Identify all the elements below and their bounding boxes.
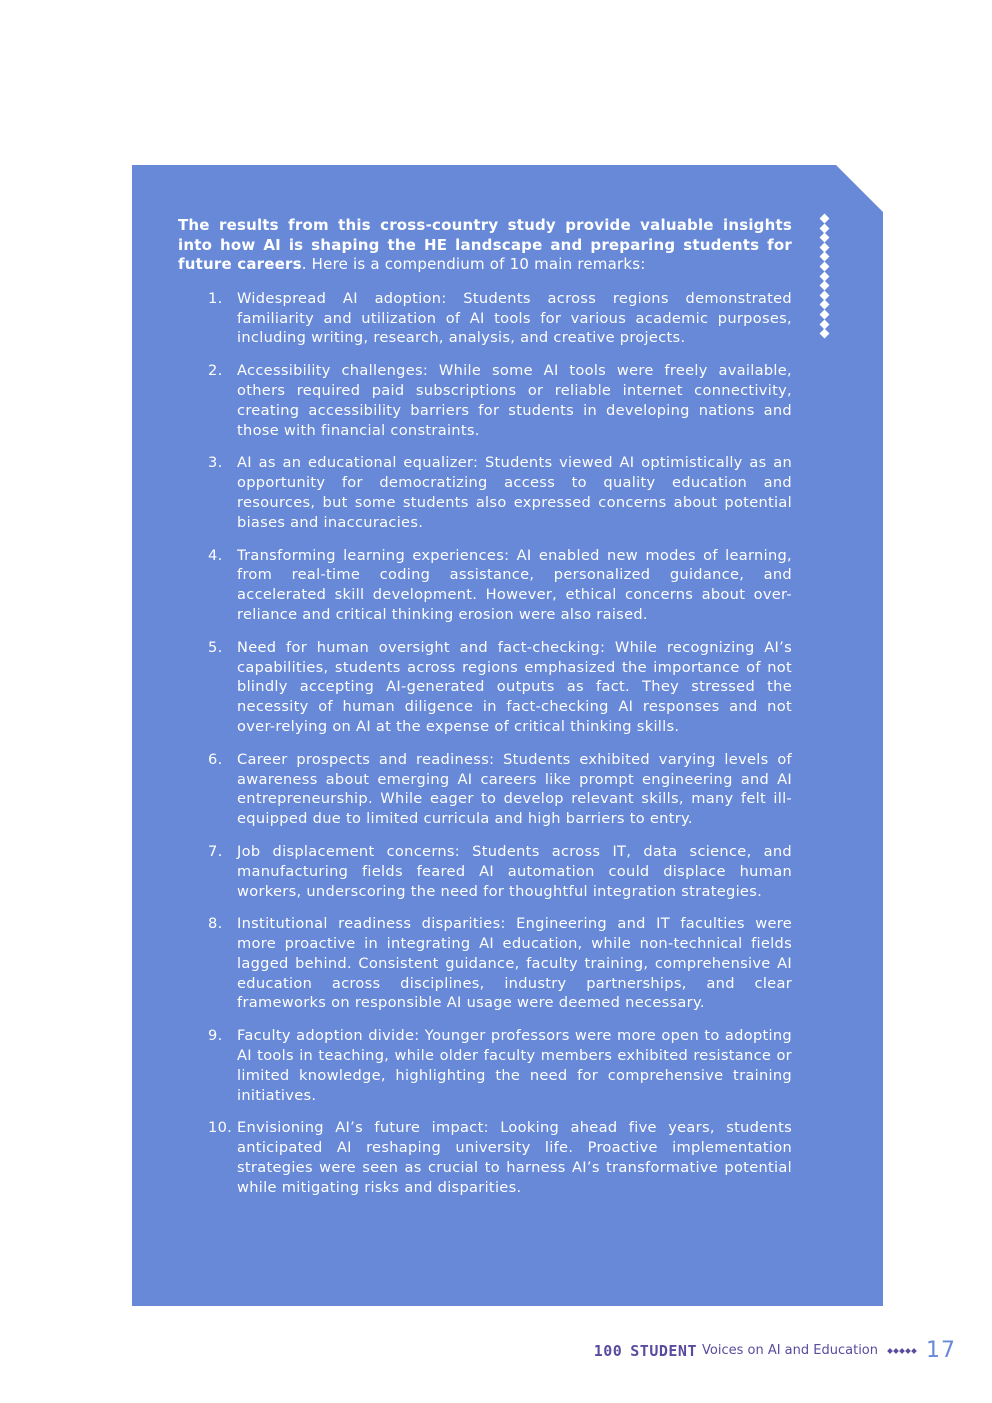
- footer-brand-word: STUDENT: [630, 1341, 697, 1360]
- item-number: 4.: [208, 546, 223, 564]
- item-number: 1.: [208, 289, 223, 307]
- item-text: Need for human oversight and fact-checking: While recognizing AI’s capabilities, students across regions emphasized the importance of not blindly accepting AI-generated outputs as fact. They stressed the necessity of human diligence in fact-checking AI responses and not over-relying on AI at the expense of critical thinking skills.: [237, 638, 792, 735]
- list-item: [178, 546, 792, 625]
- item-number: 2.: [208, 362, 223, 380]
- item-text: Institutional readiness disparities: Engineering and IT faculties were more proactive in integrating AI education, while non-technical fields lagged behind. Consistent guidance, faculty training, comprehensive AI education across disciplines, industry partnerships, and clear frameworks on responsible AI usage were deemed necessary.: [237, 915, 792, 1012]
- footer-dots: [888, 1349, 916, 1353]
- list-item: [178, 842, 792, 901]
- list-item: [178, 361, 792, 440]
- list-item: [178, 638, 792, 737]
- list-item: [178, 453, 792, 532]
- page-footer: [594, 1338, 956, 1363]
- list-item: [178, 1026, 792, 1105]
- footer-brand-number: 100: [593, 1341, 623, 1360]
- item-number: 8.: [208, 915, 223, 933]
- content: [178, 216, 792, 1211]
- item-number: 7.: [208, 842, 223, 860]
- remarks-list: [178, 289, 792, 1198]
- list-item: [178, 1118, 792, 1197]
- list-item: [178, 289, 792, 348]
- footer-brand-tagline: Voices on AI and Education: [702, 1343, 878, 1358]
- intro-paragraph: [178, 216, 792, 275]
- item-number: 10.: [208, 1119, 233, 1137]
- item-number: 9.: [208, 1027, 223, 1045]
- list-item: [178, 914, 792, 1013]
- item-text: Widespread AI adoption: Students across regions demonstrated familiarity and utilization of AI tools for various academic purposes, including writing, research, analysis, and creative projects.: [237, 289, 792, 347]
- item-text: AI as an educational equalizer: Students viewed AI optimistically as an opportunity for democratizing access to quality education and resources, but some students also expressed concerns about potential biases and inaccuracies.: [237, 454, 792, 531]
- intro-bold: The results from this cross-country study provide valuable insights into how AI is shaping the HE landscape and preparing students for future careers: [178, 216, 792, 274]
- decorative-dots: [820, 215, 830, 337]
- intro-rest: . Here is a compendium of 10 main remarks:: [301, 255, 646, 274]
- item-number: 5.: [208, 638, 223, 656]
- item-text: Faculty adoption divide: Younger professors were more open to adopting AI tools in teaching, while older faculty members exhibited resistance or limited knowledge, highlighting the need for comprehensive training initiatives.: [237, 1027, 792, 1104]
- item-text: Transforming learning experiences: AI enabled new modes of learning, from real-time coding assistance, personalized guidance, and accelerated skill development. However, ethical concerns about over-reliance and critical thinking erosion were also raised.: [237, 546, 792, 623]
- item-text: Career prospects and readiness: Students exhibited varying levels of awareness about emerging AI careers like prompt engineering and AI entrepreneurship. While eager to develop relevant skills, many felt ill-equipped due to limited curricula and high barriers to entry.: [237, 750, 792, 828]
- item-number: 3.: [208, 454, 223, 472]
- item-text: Envisioning AI’s future impact: Looking ahead five years, students anticipated AI reshaping university life. Proactive implementation strategies were seen as crucial to harness AI’s transformative potential while mitigating risks and disparities.: [237, 1119, 792, 1196]
- item-number: 6.: [208, 750, 223, 768]
- item-text: Accessibility challenges: While some AI tools were freely available, others required paid subscriptions or reliable internet connectivity, creating accessibility barriers for students in developing nations and those with financial constraints.: [237, 362, 792, 439]
- list-item: [178, 750, 792, 829]
- item-text: Job displacement concerns: Students across IT, data science, and manufacturing fields feared AI automation could displace human workers, underscoring the need for thoughtful integration strategies.: [237, 842, 792, 900]
- page-number: 17: [926, 1338, 956, 1363]
